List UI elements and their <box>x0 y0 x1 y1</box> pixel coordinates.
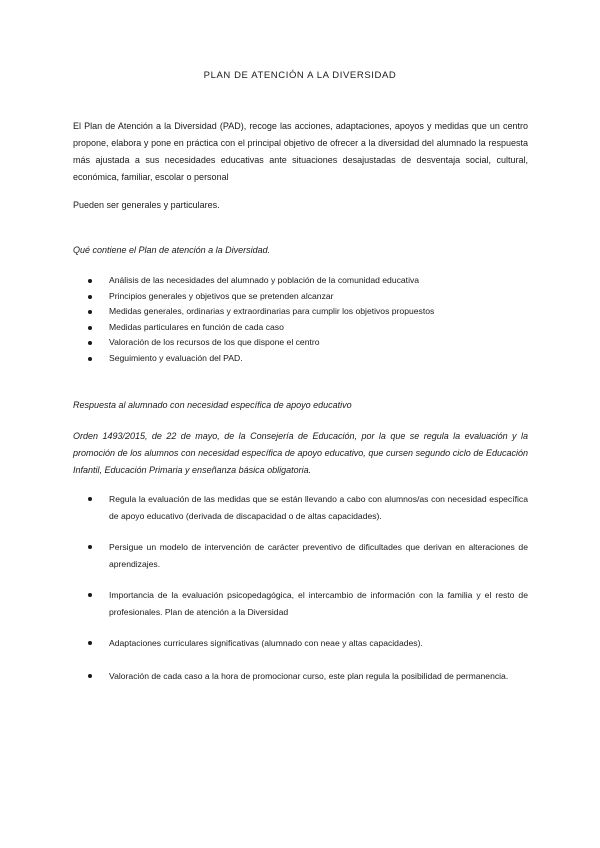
bullet-icon <box>88 279 92 283</box>
bullet-icon <box>88 593 92 597</box>
list-item <box>88 539 528 572</box>
list-item-text: Valoración de los recursos de los que dispone el centro <box>109 337 320 347</box>
list-item-text: Medidas generales, ordinarias y extraordinarias para cumplir los objetivos propuestos <box>109 306 435 316</box>
section2-list <box>88 491 528 699</box>
list-item <box>88 335 528 351</box>
list-item <box>88 668 528 685</box>
order-paragraph: Orden 1493/2015, de 22 de mayo, de la Consejería de Educación, por la que se regula la evaluación y la promoción de los alumnos con necesidad específica de apoyo educativo, que cursen segundo ciclo de Educación Infantil, Educación Primaria y enseñanza básica obligatoria. <box>73 431 528 475</box>
list-item <box>88 289 528 305</box>
bullet-icon <box>88 641 92 645</box>
list-item <box>88 351 528 367</box>
list-item <box>88 491 528 524</box>
section1-heading: Qué contiene el Plan de atención a la Diversidad. <box>73 245 271 255</box>
list-item-text: Medidas particulares en función de cada caso <box>109 321 284 332</box>
bullet-icon <box>88 545 92 549</box>
list-item-text: Adaptaciones curriculares significativas (alumnado con neae y altas capacidades). <box>109 638 423 648</box>
bullet-icon <box>88 326 92 330</box>
list-item <box>88 320 528 336</box>
list-item-text: Valoración de cada caso a la hora de promocionar curso, este plan regula la posibilidad de permanencia. <box>109 670 509 681</box>
section1-list <box>88 273 528 366</box>
bullet-icon <box>88 310 92 314</box>
list-item-text: Principios generales y objetivos que se pretenden alcanzar <box>109 290 334 301</box>
intro-paragraph: El Plan de Atención a la Diversidad (PAD), recoge las acciones, adaptaciones, apoyos y medidas que un centro propone, elabora y pone en práctica con el principal objetivo de ofrecer a la diversidad del alumnado la respuesta más ajustada a sus necesidades educativas ante situaciones desajustadas de desventaja social, cultural, económica, familiar, escolar o personal <box>73 121 528 182</box>
list-item-text: Importancia de la evaluación psicopedagógica, el intercambio de información con la familia y el resto de profesionales. Plan de atención a la Diversidad <box>109 590 528 617</box>
list-item <box>88 273 528 289</box>
bullet-icon <box>88 341 92 345</box>
list-item <box>88 635 528 652</box>
list-item-text: Regula la evaluación de las medidas que se están llevando a cabo con alumnos/as con necesidad específica de apoyo educativo (derivada de discapacidad o de altas capacidades). <box>109 494 528 521</box>
bullet-icon <box>88 357 92 361</box>
types-paragraph: Pueden ser generales y particulares. <box>73 200 220 210</box>
list-item-text: Seguimiento y evaluación del PAD. <box>109 352 243 363</box>
list-item <box>88 587 528 620</box>
section2-heading: Respuesta al alumnado con necesidad específica de apoyo educativo <box>73 400 352 410</box>
bullet-icon <box>88 295 92 299</box>
bullet-icon <box>88 674 92 678</box>
list-item-text: Análisis de las necesidades del alumnado y población de la comunidad educativa <box>109 275 420 285</box>
page-title: PLAN DE ATENCIÓN A LA DIVERSIDAD <box>203 70 397 81</box>
bullet-icon <box>88 497 92 501</box>
list-item <box>88 304 528 320</box>
list-item-text: Persigue un modelo de intervención de carácter preventivo de dificultades que derivan en alteraciones de aprendizajes. <box>109 542 528 569</box>
